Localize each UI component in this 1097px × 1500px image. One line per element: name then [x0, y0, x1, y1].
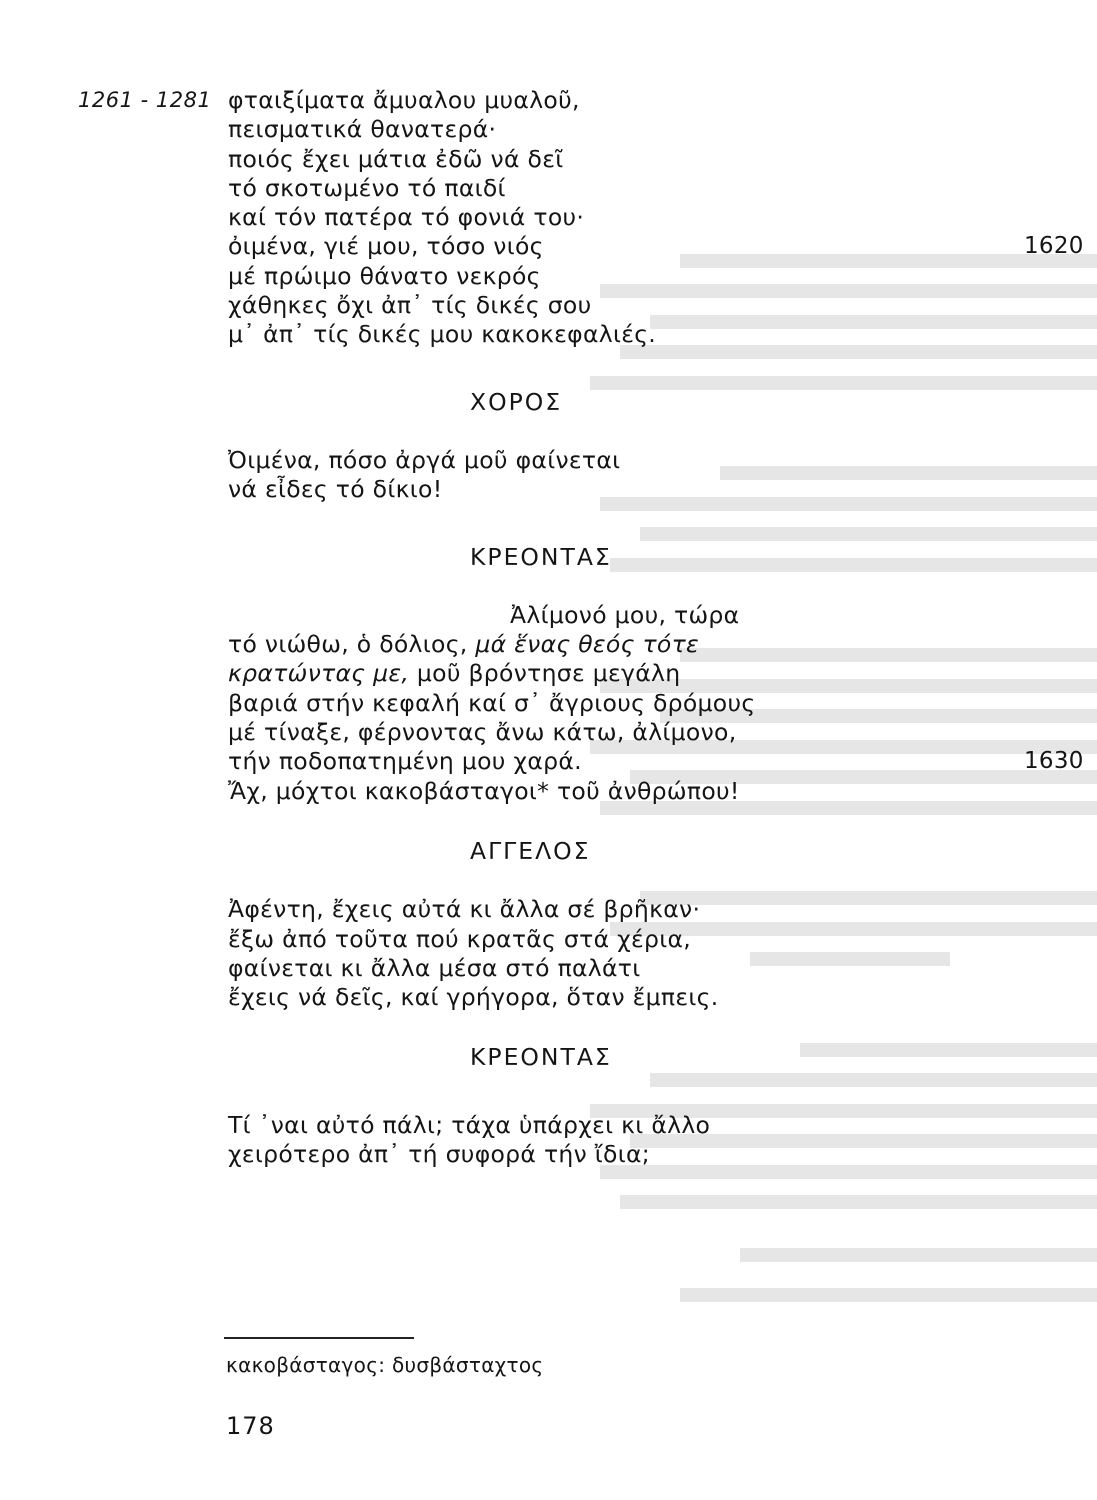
verse-line	[120, 320, 1097, 349]
verse-text: ἔχεις νά δεῖς, καί γρήγορα, ὅταν ἔμπεις.	[228, 983, 719, 1012]
verse-text: τό νιώθω, ὁ δόλιος, μά ἕνας θεός τότε	[228, 630, 700, 659]
verse-line	[120, 895, 1097, 924]
verse-text: πεισματικά θανατερά·	[228, 115, 497, 144]
verse-line	[120, 475, 1097, 504]
verse-line	[120, 718, 1097, 747]
speaker-name: ΧΟΡΟΣ	[470, 387, 563, 416]
verse-line	[120, 659, 1097, 688]
verse-line	[120, 747, 1097, 776]
verse-line	[120, 925, 1097, 954]
verse-text: μ᾽ ἀπ᾽ τίς δικές μου κακοκεφαλιές.	[228, 320, 657, 349]
line-number: 1630	[1024, 748, 1084, 775]
verse-text: Τί ᾽ναι αὐτό πάλι; τάχα ὑπάρχει κι ἄλλο	[228, 1110, 711, 1139]
verse-text: μέ πρώιμο θάνατο νεκρός	[228, 261, 541, 290]
verse-text: χειρότερο ἀπ᾽ τή συφορά τήν ἴδια;	[228, 1140, 650, 1169]
speaker-name: ΑΓΓΕΛΟΣ	[470, 836, 591, 865]
footnote-rule	[224, 1337, 414, 1339]
verse-line	[120, 983, 1097, 1012]
verse-text: Ἀλίμονό μου, τώρα	[510, 600, 740, 629]
verse-line	[120, 446, 1097, 475]
line-number: 1620	[1024, 233, 1084, 260]
speaker-heading	[120, 543, 1097, 572]
verse-text: τήν ποδοπατημένη μου χαρά.	[228, 747, 582, 776]
verse-line	[120, 262, 1097, 291]
verse-text: Ὀιμένα, πόσο ἀργά μοῦ φαίνεται	[228, 445, 621, 474]
verse-text: ἔξω ἀπό τοῦτα πού κρατᾶς στά χέρια,	[228, 924, 692, 953]
verse-text: κρατώντας με, μοῦ βρόντησε μεγάλη	[228, 659, 681, 688]
line-reference: 1261 - 1281	[78, 88, 212, 112]
verse-text: χάθηκες ὄχι ἀπ᾽ τίς δικές σου	[228, 291, 592, 320]
verse-text: Ἀφέντη, ἔχεις αὐτά κι ἄλλα σέ βρῆκαν·	[228, 895, 701, 924]
verse-line	[120, 291, 1097, 320]
verse-text: Ἄχ, μόχτοι κακοβάσταγοι* τοῦ ἀνθρώπου!	[228, 776, 740, 805]
page-number: 178	[226, 1412, 275, 1440]
verse-line	[120, 115, 1097, 144]
verse-line	[120, 1140, 1097, 1169]
speaker-heading	[120, 1043, 1097, 1072]
verse-line	[120, 174, 1097, 203]
footnote: κακοβάσταγος: δυσβάσταχτος	[226, 1353, 544, 1377]
speaker-name: ΚΡΕΟΝΤΑΣ	[470, 542, 612, 571]
verse-text: μέ τίναξε, φέρνοντας ἄνω κάτω, ἀλίμονο,	[228, 718, 737, 747]
verse-line	[120, 954, 1097, 983]
verse-line	[120, 203, 1097, 232]
verse-line	[120, 145, 1097, 174]
verse-text: βαριά στήν κεφαλή καί σ᾽ ἄγριους δρόμους	[228, 688, 756, 717]
verse-text: καί τόν πατέρα τό φονιά του·	[228, 203, 585, 232]
main-text	[78, 86, 1097, 1169]
verse-text: φαίνεται κι ἄλλα μέσα στό παλάτι	[228, 953, 641, 982]
verse-line	[120, 630, 1097, 659]
verse-line	[120, 232, 1097, 261]
speaker-name: ΚΡΕΟΝΤΑΣ	[470, 1043, 612, 1072]
speaker-heading	[120, 837, 1097, 866]
verse-text: τό σκοτωμένο τό παιδί	[228, 173, 506, 202]
verse-line	[120, 1111, 1097, 1140]
verse-text: φταιξίματα ἄμυαλου μυαλοῦ,	[228, 86, 580, 114]
verse-line	[120, 777, 1097, 806]
verse-text: ὀιμένα, γιέ μου, τόσο νιός	[228, 232, 544, 261]
speaker-heading	[120, 388, 1097, 417]
verse-line	[78, 86, 1097, 115]
verse-line	[120, 601, 1097, 630]
verse-text: νά εἶδες τό δίκιο!	[228, 475, 443, 504]
verse-text: ποιός ἔχει μάτια ἐδῶ νά δεῖ	[228, 144, 564, 173]
verse-line	[120, 689, 1097, 718]
